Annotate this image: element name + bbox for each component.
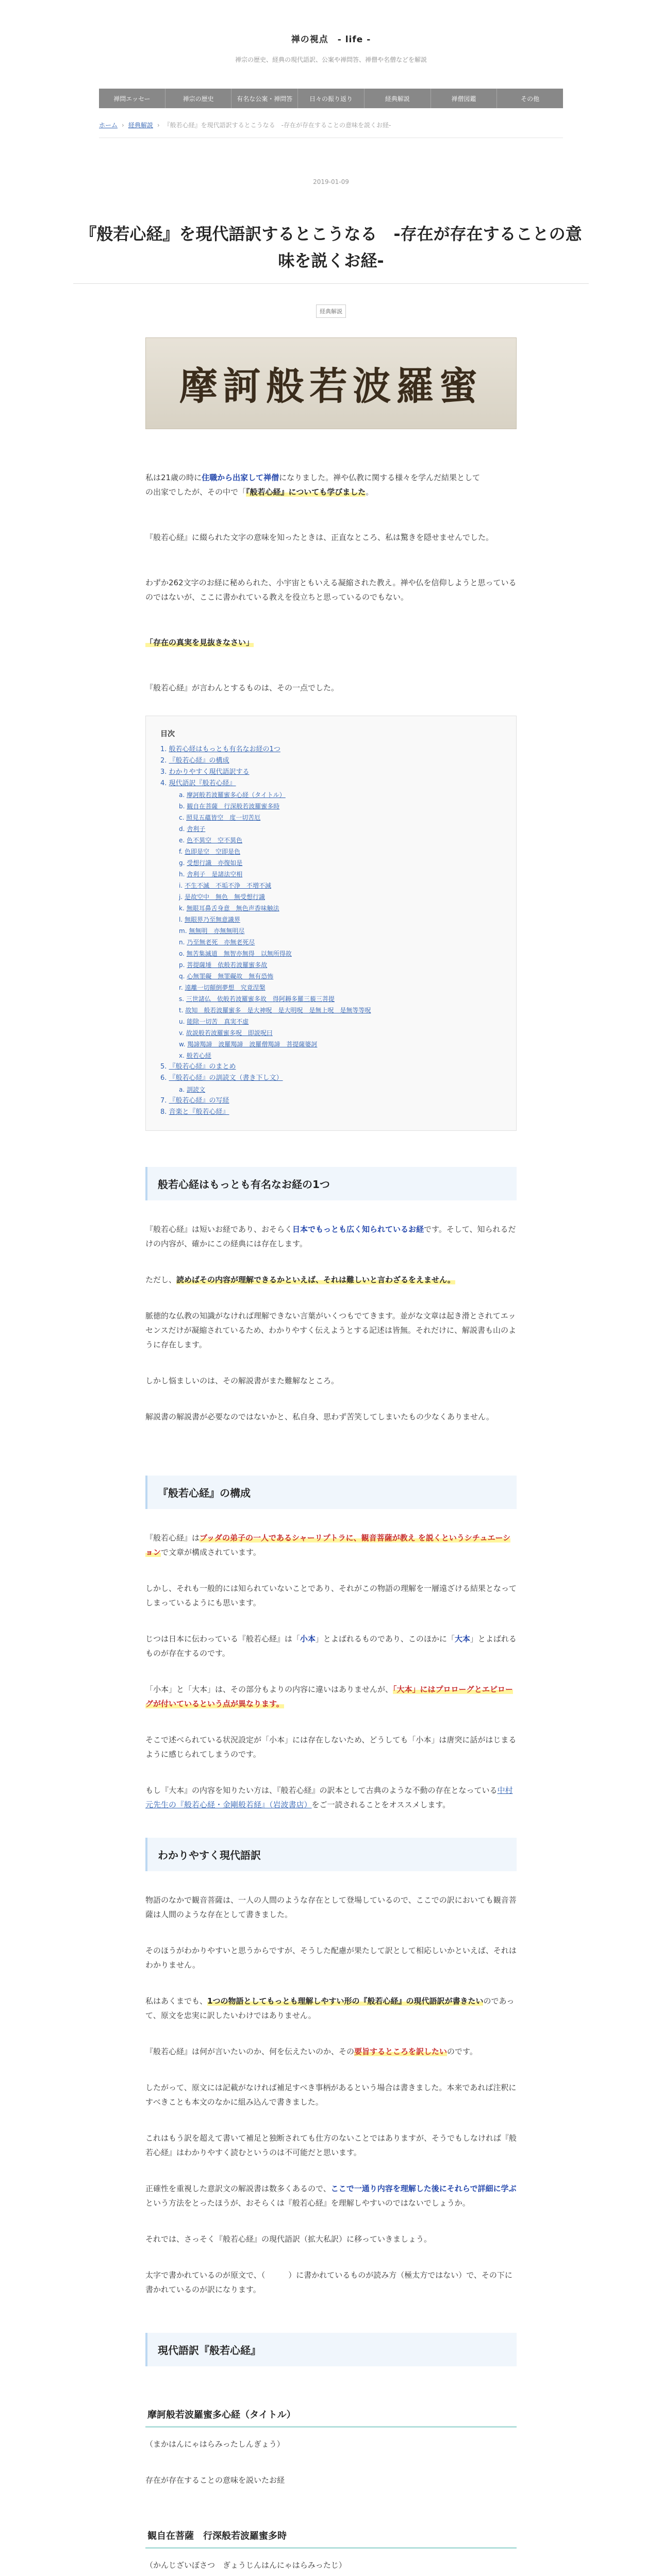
toc-item-number: 2. [160, 757, 167, 765]
breadcrumb-home[interactable]: ホーム [99, 122, 118, 129]
toc-item-number: n. [179, 939, 185, 946]
nav-item-essay[interactable]: 禅問エッセー [99, 89, 166, 108]
toc-item-link[interactable]: 観自在菩薩 行深般若波羅蜜多時 [187, 803, 280, 810]
paragraph: 正確性を重視した意訳文の解説書は数多くあるので、ここで一通り内容を理解した後にそれらで詳細に学ぶという方法をとったほうが、おそらくは『般若心経』を理解しやすいのではないでしょうか。 [145, 2184, 517, 2208]
toc-item[interactable] [160, 857, 502, 869]
intro-paragraph: 『般若心経』に綴られた文字の意味を知ったときは、正直なところ、私は驚きを隠せませんでした。 [145, 533, 494, 542]
toc-item-number: e. [179, 837, 185, 844]
nav-item-other[interactable]: その他 [521, 95, 540, 103]
toc-item-number: r. [179, 984, 183, 991]
toc-item-number: a. [179, 791, 185, 799]
nav-item-koan[interactable]: 有名な公案・禅問答 [231, 89, 298, 108]
toc-item-link[interactable]: 訓読文 [187, 1086, 206, 1093]
article-body [145, 337, 517, 2576]
toc-item-number: 7. [160, 1097, 167, 1105]
toc-item[interactable] [160, 767, 502, 778]
toc-item-link[interactable]: 不生不滅 不垢不浄 不増不減 [184, 882, 271, 889]
toc-item[interactable] [160, 812, 502, 823]
toc-item-number: 1. [160, 745, 167, 753]
toc-item-number: u. [179, 1018, 185, 1025]
toc-item[interactable] [160, 948, 502, 959]
paragraph: それでは、さっそく『般若心経』の現代語訳（拡大私訳）に移っていきましょう。 [145, 2234, 432, 2244]
breadcrumb-current: 『般若心経』を現代語訳するとこうなる -存在が存在することの意味を説くお経- [163, 122, 391, 129]
toc-item-link[interactable]: 心無罣礙 無罣礙故 無有恐怖 [187, 973, 274, 980]
toc-item[interactable] [160, 1107, 502, 1118]
toc-item-link[interactable]: 色不異空 空不異色 [187, 837, 243, 844]
toc-item[interactable] [160, 801, 502, 812]
toc-item-number: v. [179, 1029, 184, 1037]
toc-item[interactable] [160, 959, 502, 971]
toc-item-link[interactable]: 故説般若波羅蜜多呪 即説呪曰 [186, 1029, 273, 1037]
toc-item[interactable] [160, 1005, 502, 1016]
table-of-contents [145, 716, 517, 1131]
toc-item[interactable] [160, 937, 502, 948]
toc-item[interactable] [160, 1073, 502, 1084]
section-heading: わかりやすく現代語訳 [145, 1838, 517, 1871]
toc-item-link[interactable]: わかりやすく現代語訳する [169, 768, 250, 776]
toc-item-link[interactable]: 現代語訳『般若心経』 [169, 779, 236, 787]
breadcrumb-separator: › [157, 122, 160, 129]
page-title: 『般若心経』を現代語訳するとこうなる -存在が存在することの意味を説くお経- [80, 224, 582, 270]
toc-title: 目次 [160, 730, 175, 738]
toc-item[interactable] [160, 1050, 502, 1061]
toc-item-link[interactable]: 照見五蘊皆空 度一切苦厄 [186, 814, 261, 821]
section-heading: 現代語訳『般若心経』 [145, 2333, 517, 2366]
paragraph: 『般若心経』は短いお経であり、おそらく日本でもっとも広く知られているお経です。そして、知られるだけの内容が、確かにこの経典には存在します。 [145, 1225, 516, 1248]
toc-item[interactable] [160, 755, 502, 767]
toc-item[interactable] [160, 835, 502, 846]
toc-item-link[interactable]: 般若心経はもっとも有名なお経の1つ [169, 745, 280, 753]
reading: （かんじざいぼさつ ぎょうじんはんにゃはらみったじ） [145, 2561, 346, 2570]
toc-item-link[interactable]: 音楽と『般若心経』 [169, 1108, 229, 1116]
toc-item[interactable] [160, 778, 502, 789]
toc-item-link[interactable]: 無苦集滅道 無智亦無得 以無所得故 [186, 950, 292, 957]
paragraph: しかし、それも一般的には知られていないことであり、それがこの物語の理解を一層遠ざける結果となってしまっているようにも思います。 [145, 1584, 517, 1607]
subsection-heading: 摩訶般若波羅蜜多心経（タイトル） [145, 2402, 517, 2428]
nav-item-reflection[interactable]: 日々の振り返り [298, 89, 365, 108]
section-heading: 『般若心経』の構成 [145, 1476, 517, 1509]
paragraph: しかし悩ましいのは、その解説書がまた難解なところ。 [145, 1376, 339, 1385]
toc-item[interactable] [160, 1061, 502, 1073]
toc-item-number: h. [179, 871, 185, 878]
toc-item-link[interactable]: 『般若心経』のまとめ [169, 1063, 236, 1071]
toc-item-number: a. [179, 1086, 185, 1093]
toc-item[interactable] [160, 744, 502, 755]
breadcrumb-separator: › [122, 122, 124, 129]
toc-item[interactable] [160, 1027, 502, 1039]
toc-item-number: q. [179, 973, 185, 980]
post-date: 2019-01-09 [313, 178, 349, 185]
paragraph: これはもう訳を超えて書いて補足と独断されても仕方のないことではありますが、そうでもしなければ『般若心経』はわかりやすく読むというのは不可能だと思います。 [145, 2133, 517, 2157]
paragraph: 『般若心経』は何が言いたいのか、何を伝えたいのか、その要旨するところを訳したいのです。 [145, 2047, 477, 2056]
toc-item-link[interactable]: 『般若心経』の写経 [169, 1097, 229, 1105]
toc-item[interactable] [160, 993, 502, 1005]
toc-item[interactable] [160, 925, 502, 937]
breadcrumb-category[interactable]: 経典解説 [128, 122, 153, 129]
toc-item-link[interactable]: 受想行識 亦復如是 [187, 859, 243, 867]
toc-item-number: b. [179, 803, 185, 810]
toc-item-link[interactable]: 『般若心経』の構成 [169, 757, 229, 765]
toc-item-number: 3. [160, 768, 167, 776]
toc-item-link[interactable]: 舎利子 [187, 825, 206, 833]
toc-item[interactable] [160, 903, 502, 914]
toc-item-link[interactable]: 是故空中 無色 無受想行識 [184, 893, 265, 901]
intro-paragraph: 『般若心経』が言わんとするものは、その一点でした。 [145, 683, 339, 692]
toc-item[interactable] [160, 891, 502, 903]
paragraph: 存在が存在することの意味を説いたお経 [145, 2476, 285, 2485]
toc-item[interactable] [160, 982, 502, 993]
toc-item-link[interactable]: 羯諦羯諦 波羅羯諦 波羅僧羯諦 菩提薩婆訶 [187, 1041, 318, 1048]
reading: （まかはんにゃはらみったしんぎょう） [145, 2439, 285, 2449]
intro-paragraph: わずか262文字のお経に秘められた、小宇宙ともいえる凝縮された教え。禅や仏を信仰しようと思っているのではないが、ここに書かれている教えを役立ちと思っているのでもない。 [145, 578, 517, 602]
intro-paragraph: 私は21歳の時に住職から出家して禅僧になりました。禅や仏教に関する様々を学んだ結果として の出家でしたが、その中で「『般若心経』についても学びました。 [145, 473, 481, 497]
toc-item-link[interactable]: 『般若心経』の訓読文（書き下し文） [169, 1074, 283, 1082]
site-description: 禅宗の歴史、経典の現代語訳、公案や禅問答、禅僧や名僧などを解説 [235, 56, 427, 63]
toc-item-link[interactable]: 乃至無老死 亦無老死尽 [187, 939, 255, 946]
toc-item-number: d. [179, 825, 185, 833]
paragraph: 『般若心経』はブッダの弟子の一人であるシャーリプトラに、観音菩薩が教え を説くというシチュエーションで文章が構成されています。 [145, 1533, 511, 1557]
toc-item-link[interactable]: 舎利子 是諸法空相 [187, 871, 243, 878]
toc-item[interactable] [160, 869, 502, 880]
category-tag[interactable]: 経典解説 [316, 304, 346, 318]
toc-item-number: 4. [160, 779, 167, 787]
toc-item-link[interactable]: 色即是空 空即是色 [185, 848, 241, 855]
paragraph: 脈徳的な仏教の知識がなければ理解できない言葉がいくつもでてきます。並がな文章は起き滑とされてエッセンスだけが凝縮されているため、わかりやすく伝えようとする記述は皆無。それだけに、解説書も山のように存在します。 [145, 1311, 516, 1349]
toc-item-link[interactable]: 無眼界乃至無意識界 [184, 916, 240, 923]
book-link[interactable]: 中村元先生の『般若心経・金剛般若経』（岩波書店） [145, 1786, 513, 1809]
toc-item-number: x. [179, 1052, 185, 1059]
breadcrumb [99, 108, 563, 138]
paragraph: じつは日本に伝わっている『般若心経』は「小本」とよばれるものであり、このほかに「大本」とよばれるものが存在するのです。 [145, 1634, 517, 1658]
toc-item[interactable] [160, 823, 502, 835]
toc-item-link[interactable]: 三世諸仏 依般若波羅蜜多故 得阿耨多羅三藐三菩提 [186, 995, 335, 1003]
toc-item[interactable] [160, 789, 502, 801]
toc-item-link[interactable]: 故知 般若波羅蜜多 是大神呪 是大明呪 是無上呪 是無等等呪 [185, 1007, 371, 1014]
toc-item[interactable] [160, 1016, 502, 1027]
toc-item-number: 6. [160, 1074, 167, 1082]
hero-image [145, 337, 517, 429]
toc-item[interactable] [160, 880, 502, 891]
toc-item[interactable] [160, 846, 502, 857]
toc-item-number: 5. [160, 1063, 167, 1071]
paragraph: 物語のなかで観音菩薩は、一人の人間のような存在として登場しているので、ここでの訳においても観音菩薩は人間のような存在として書きました。 [145, 1895, 517, 1919]
toc-item-link[interactable]: 能除一切苦 真実不虚 [187, 1018, 249, 1025]
toc-item-link[interactable]: 無眼耳鼻舌身意 無色声香味触法 [186, 905, 279, 912]
toc-item-number: w. [179, 1041, 186, 1048]
paragraph: もし『大本』の内容を知りたい方は、『般若心経』の訳本として古典のような不動の存在となっている中村元先生の『般若心経・金剛般若経』（岩波書店）をご一読されることをオススメします。 [145, 1786, 513, 1809]
toc-item-number: o. [179, 950, 185, 957]
toc-item[interactable] [160, 1039, 502, 1050]
paragraph: 私はあくまでも、1つの物語としてもっとも理解しやすい形の『般若心経』の現代語訳が書きたいのであって、原文を忠実に訳したいわけではありません。 [145, 1996, 515, 2020]
hero-calligraphy: 摩訶般若波羅蜜 [179, 364, 483, 409]
intro-quote: 「存在の真実を見抜きなさい」 [145, 638, 254, 647]
toc-item-link[interactable]: 般若心経 [186, 1052, 211, 1059]
site-title[interactable]: 禅の視点 - life - [291, 35, 371, 45]
toc-item-number: k. [179, 905, 185, 912]
toc-item-number: 8. [160, 1108, 167, 1116]
toc-item[interactable] [160, 914, 502, 925]
nav-item-monks[interactable]: 禅僧図鑑 [431, 89, 498, 108]
paragraph: 太字で書かれているのが原文で、（ ）に書かれているものが読み方（極太方ではない）で、その下に書かれているのが訳になります。 [145, 2270, 512, 2294]
toc-item-number: s. [179, 995, 185, 1003]
toc-item-number: p. [179, 961, 185, 969]
main-nav [99, 89, 563, 108]
toc-item-link[interactable]: 摩訶般若波羅蜜多心経（タイトル） [187, 791, 286, 799]
paragraph: そこで述べられている状況設定が「小本」には存在しないため、どうしても「小本」は唐突に話がはじまるように感じられてしまうのです。 [145, 1735, 517, 1759]
toc-item-number: i. [179, 882, 183, 889]
subsection-heading: 観自在菩薩 行深般若波羅蜜多時 [145, 2523, 517, 2549]
paragraph: 解説書の解説書が必要なのではないかと、私自身、思わず苦笑してしまいたもの少なくありません。 [145, 1412, 494, 1421]
toc-item-link[interactable]: 遠離一切顛倒夢想 究竟涅槃 [185, 984, 266, 991]
paragraph: 「小本」と「大本」は、その部分もよりの内容に違いはありませんが、「大本」にはプロローグとエピローグが付いているという点が異なります。 [145, 1685, 513, 1708]
paragraph: したがって、原文には記載がなければ補足すべき事柄があるという場合は書きました。本来であれば注釈にすべきことも本文のなかに組み込んで書きました。 [145, 2083, 517, 2107]
paragraph: そのほうがわかりやすいと思うからですが、そうした配慮が果たして訳として相応しいかといえば、それはわかりません。 [145, 1946, 517, 1970]
toc-item-number: g. [179, 859, 185, 867]
paragraph: ただし、読めばその内容が理解できるかといえば、それは難しいと言わざるをえません。 [145, 1275, 455, 1284]
toc-item[interactable] [160, 971, 502, 982]
toc-item-number: t. [179, 1007, 184, 1014]
toc-item-number: l. [179, 916, 183, 923]
toc-item-number: j. [179, 893, 183, 901]
toc-item-number: m. [179, 927, 187, 935]
toc-item-link[interactable]: 菩提薩埵 依般若波羅蜜多故 [187, 961, 268, 969]
toc-item-number: f. [179, 848, 183, 855]
title-divider [73, 283, 589, 284]
toc-item[interactable] [160, 1084, 502, 1095]
toc-item-number: c. [179, 814, 185, 821]
section-heading: 般若心経はもっとも有名なお経の1つ [145, 1167, 517, 1200]
nav-item-sutra[interactable]: 経典解説 [365, 89, 431, 108]
nav-item-history[interactable]: 禅宗の歴史 [166, 89, 232, 108]
site-header [0, 0, 662, 89]
toc-item[interactable] [160, 1095, 502, 1107]
toc-item-link[interactable]: 無無明 亦無無明尽 [189, 927, 245, 935]
